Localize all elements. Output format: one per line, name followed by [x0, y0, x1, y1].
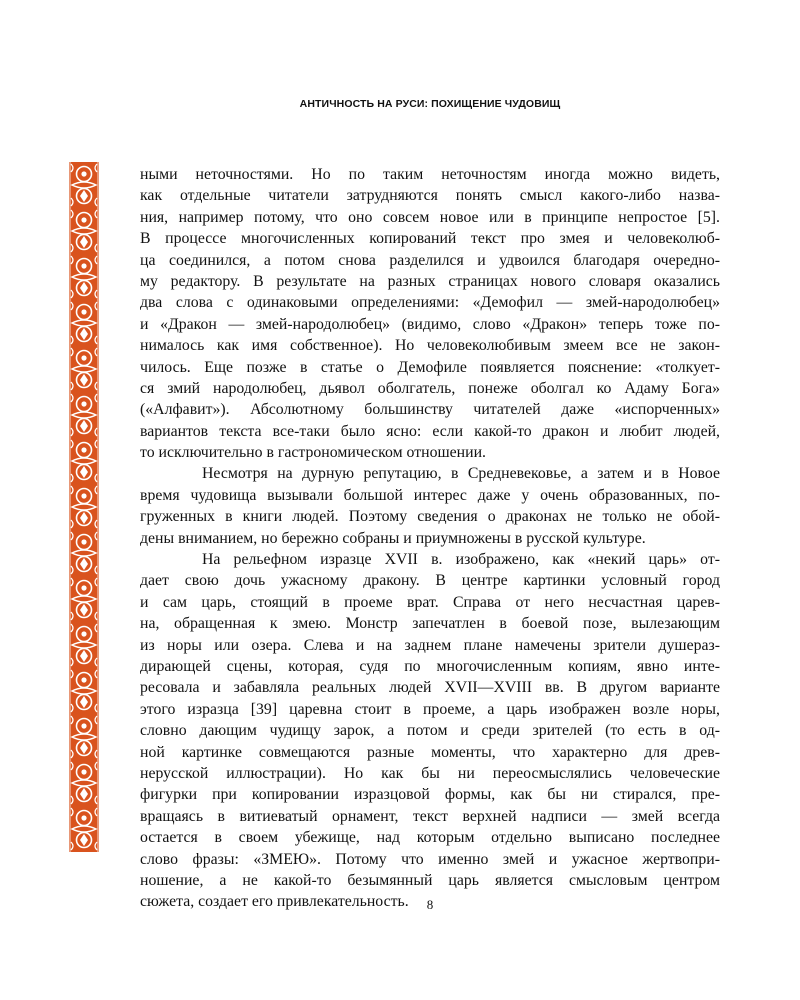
- text-line: дирающей сцены, которая, судя по многочисленным копиям, явно инте-: [140, 657, 720, 675]
- text-line: ся змий народолюбец, дьявол оболгатель, понеже оболгал ко Адаму Бога»: [140, 379, 720, 397]
- text-line: Несмотря на дурную репутацию, в Средневековье, а затем и в Новое: [202, 465, 720, 483]
- text-line: нерусской иллюстрации). Но как бы ни переосмыслялись человеческие: [140, 764, 720, 782]
- text-line: и сам царь, стоящий в проеме врат. Справа от него несчастная царев-: [140, 593, 720, 611]
- text-line: дены вниманием, но бережно собраны и приумножены в русской культуре.: [140, 529, 646, 547]
- text-line: на, обращенная к змею. Монстр запечатлен в боевой позе, вылезающим: [140, 615, 720, 633]
- body-text: [140, 164, 720, 913]
- text-line: как отдельные читатели затрудняются понять смысл какого-либо назва-: [140, 187, 720, 205]
- text-line: фигурки при копировании изразцовой формы, как бы ни стирался, пре-: [140, 786, 720, 804]
- text-line: вариантов текста все-таки было ясно: если какой-то дракон и любит людей,: [140, 422, 720, 440]
- text-line: два слова с одинаковыми определениями: «Демофил — змей-народолюбец»: [140, 294, 720, 312]
- text-line: чилось. Еще позже в статье о Демофиле появляется пояснение: «толкует-: [140, 358, 720, 376]
- text-line: сюжета, создает его привлекательность.: [140, 893, 409, 911]
- text-line: этого изразца [39] царевна стоит в проеме, а царь изображен возле норы,: [140, 700, 720, 718]
- text-line: вращаясь в витиеватый орнамент, текст верхней надписи — змей всегда: [140, 807, 720, 825]
- text-line: («Алфавит»). Абсолютному большинству читателей даже «испорченных»: [140, 401, 720, 419]
- text-line: время чудовища вызывали большой интерес даже у очень образованных, по-: [140, 486, 720, 504]
- text-line: то исключительно в гастрономическом отношении.: [140, 444, 486, 462]
- text-line: словно дающим чудищу зарок, а потом и среди зрителей (то есть в од-: [140, 722, 720, 740]
- text-line: В процессе многочисленных копирований текст про змея и человеколюб-: [140, 230, 720, 248]
- text-line: остается в своем убежище, над которым отдельно выписано последнее: [140, 829, 720, 847]
- text-line: дает свою дочь ужасному дракону. В центре картинки условный город: [140, 572, 720, 590]
- text-line: ресовала и забавляла реальных людей XVII—XVIII вв. В другом варианте: [140, 679, 720, 697]
- text-line: и «Дракон — змей-народолюбец» (видимо, слово «Дракон» теперь тоже по-: [140, 315, 720, 333]
- text-line: из норы или озера. Слева и на заднем плане намечены зрители душераз-: [140, 636, 720, 654]
- text-line: слово фразы: «ЗМЕЮ». Потому что именно змей и ужасное жертвопри-: [140, 850, 720, 868]
- text-line: ной картинке совмещаются разные моменты, что характерно для древ-: [140, 743, 720, 761]
- text-line: груженных в книги людей. Поэтому сведения о драконах не только не обой-: [140, 508, 720, 526]
- text-line: На рельефном изразце XVII в. изображено, как «некий царь» от-: [202, 551, 720, 569]
- text-line: ния, например потому, что оно совсем новое или в принципе непростое [5].: [140, 208, 720, 226]
- decorative-border-icon: [69, 162, 99, 852]
- text-line: му редактору. В результате на разных страницах нового словаря оказались: [140, 272, 720, 290]
- text-line: ношение, а не какой-то безымянный царь является смысловым центром: [140, 871, 720, 889]
- running-header: АНТИЧНОСТЬ НА РУСИ: ПОХИЩЕНИЕ ЧУДОВИЩ: [299, 98, 561, 110]
- text-line: нималось как имя собственное). Но человеколюбивым змеем все не закон-: [140, 337, 720, 355]
- page-number: 8: [426, 897, 434, 912]
- text-line: ными неточностями. Но по таким неточностям иногда можно видеть,: [140, 166, 720, 183]
- text-line: ца соединился, а потом снова разделился и удвоился благодаря очередно-: [140, 251, 720, 269]
